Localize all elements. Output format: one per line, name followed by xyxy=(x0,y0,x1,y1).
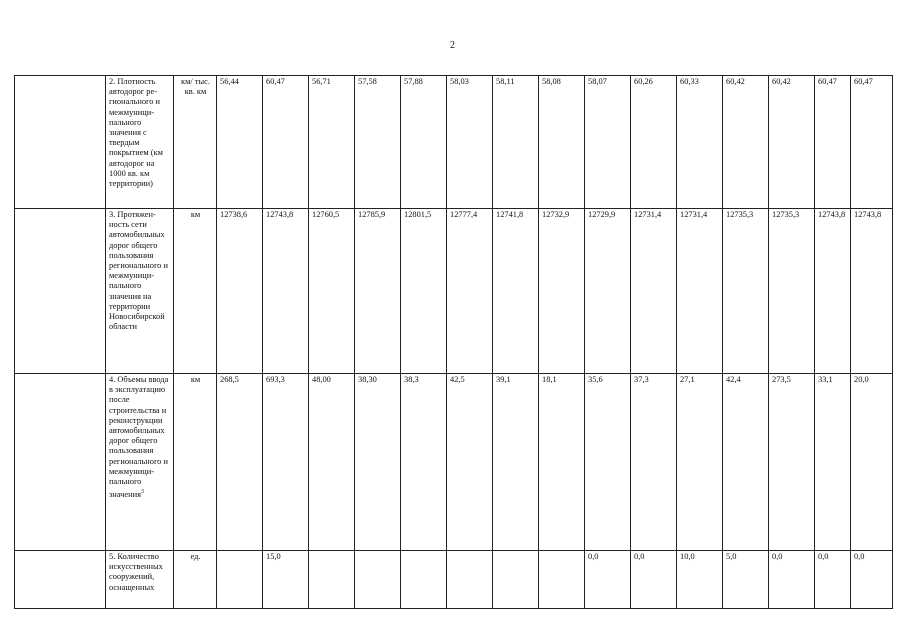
indicator-name-cell xyxy=(106,551,174,609)
indicator-name: 3. Протяженность сети автомобильных дорог общего пользования регионального и межмуниципального значения на территории Новосибирской области xyxy=(109,210,168,332)
indicator-name: 5. Количество искусственных сооружений, оснащенных xyxy=(109,552,163,592)
table-row xyxy=(15,76,893,209)
value-cell: 38,30 xyxy=(355,374,401,551)
unit-cell: км/ тыс. кв. км xyxy=(174,76,217,209)
value-cell: 12735,3 xyxy=(769,209,815,374)
value-cell: 268,5 xyxy=(217,374,263,551)
value-cell: 56,71 xyxy=(309,76,355,209)
value-cell: 0,0 xyxy=(631,551,677,609)
value-cell: 58,03 xyxy=(447,76,493,209)
value-cell xyxy=(355,551,401,609)
value-cell: 60,26 xyxy=(631,76,677,209)
value-cell: 12743,8 xyxy=(815,209,851,374)
value-cell: 58,11 xyxy=(493,76,539,209)
value-cell: 20,0 xyxy=(851,374,893,551)
blank-cell xyxy=(15,551,106,609)
blank-cell xyxy=(15,209,106,374)
value-cell xyxy=(493,551,539,609)
value-cell: 12760,5 xyxy=(309,209,355,374)
value-cell xyxy=(217,551,263,609)
value-cell: 60,47 xyxy=(815,76,851,209)
value-cell: 18,1 xyxy=(539,374,585,551)
value-cell xyxy=(539,551,585,609)
table-row xyxy=(15,551,893,609)
value-cell: 39,1 xyxy=(493,374,539,551)
value-cell: 0,0 xyxy=(769,551,815,609)
value-cell xyxy=(309,551,355,609)
indicator-name-cell xyxy=(106,374,174,551)
value-cell: 0,0 xyxy=(585,551,631,609)
indicator-name: 4. Объемы ввода в эксплуатацию после строительства и реконструкции автомобильных дорог общего пользования регионального и межмуниципального значения xyxy=(109,375,169,500)
value-cell: 12732,9 xyxy=(539,209,585,374)
value-cell: 38,3 xyxy=(401,374,447,551)
value-cell: 12741,8 xyxy=(493,209,539,374)
value-cell: 0,0 xyxy=(851,551,893,609)
blank-cell xyxy=(15,374,106,551)
indicator-name-cell xyxy=(106,209,174,374)
value-cell: 58,07 xyxy=(585,76,631,209)
indicator-name: 2. Плотность автодорог регионального и межмуниципального значения с твердым покрытием (км автодорог на 1000 кв. км территории) xyxy=(109,77,163,189)
value-cell: 60,42 xyxy=(723,76,769,209)
value-cell: 60,47 xyxy=(263,76,309,209)
value-cell: 42,5 xyxy=(447,374,493,551)
table-row xyxy=(15,209,893,374)
value-cell: 12731,4 xyxy=(631,209,677,374)
value-cell: 12731,4 xyxy=(677,209,723,374)
value-cell: 10,0 xyxy=(677,551,723,609)
unit-cell: км xyxy=(174,209,217,374)
value-cell: 60,33 xyxy=(677,76,723,209)
value-cell: 35,6 xyxy=(585,374,631,551)
value-cell: 693,3 xyxy=(263,374,309,551)
value-cell: 12785,9 xyxy=(355,209,401,374)
indicators-table xyxy=(14,75,893,609)
value-cell: 273,5 xyxy=(769,374,815,551)
value-cell: 33,1 xyxy=(815,374,851,551)
value-cell: 58,08 xyxy=(539,76,585,209)
value-cell: 12777,4 xyxy=(447,209,493,374)
value-cell: 48,00 xyxy=(309,374,355,551)
value-cell xyxy=(447,551,493,609)
value-cell: 57,58 xyxy=(355,76,401,209)
value-cell: 12743,8 xyxy=(851,209,893,374)
unit-cell: ед. xyxy=(174,551,217,609)
value-cell: 5,0 xyxy=(723,551,769,609)
value-cell: 12729,9 xyxy=(585,209,631,374)
value-cell: 12801,5 xyxy=(401,209,447,374)
blank-cell xyxy=(15,76,106,209)
footnote-marker: 3 xyxy=(140,489,144,496)
value-cell: 60,47 xyxy=(851,76,893,209)
value-cell: 60,42 xyxy=(769,76,815,209)
value-cell: 27,1 xyxy=(677,374,723,551)
value-cell: 57,88 xyxy=(401,76,447,209)
value-cell: 12735,3 xyxy=(723,209,769,374)
indicator-name-cell xyxy=(106,76,174,209)
value-cell: 12738,6 xyxy=(217,209,263,374)
value-cell: 12743,8 xyxy=(263,209,309,374)
unit-cell: км xyxy=(174,374,217,551)
value-cell: 37,3 xyxy=(631,374,677,551)
value-cell: 15,0 xyxy=(263,551,309,609)
value-cell: 0,0 xyxy=(815,551,851,609)
value-cell: 56,44 xyxy=(217,76,263,209)
value-cell: 42,4 xyxy=(723,374,769,551)
table-row xyxy=(15,374,893,551)
page-number: 2 xyxy=(450,40,455,51)
value-cell xyxy=(401,551,447,609)
